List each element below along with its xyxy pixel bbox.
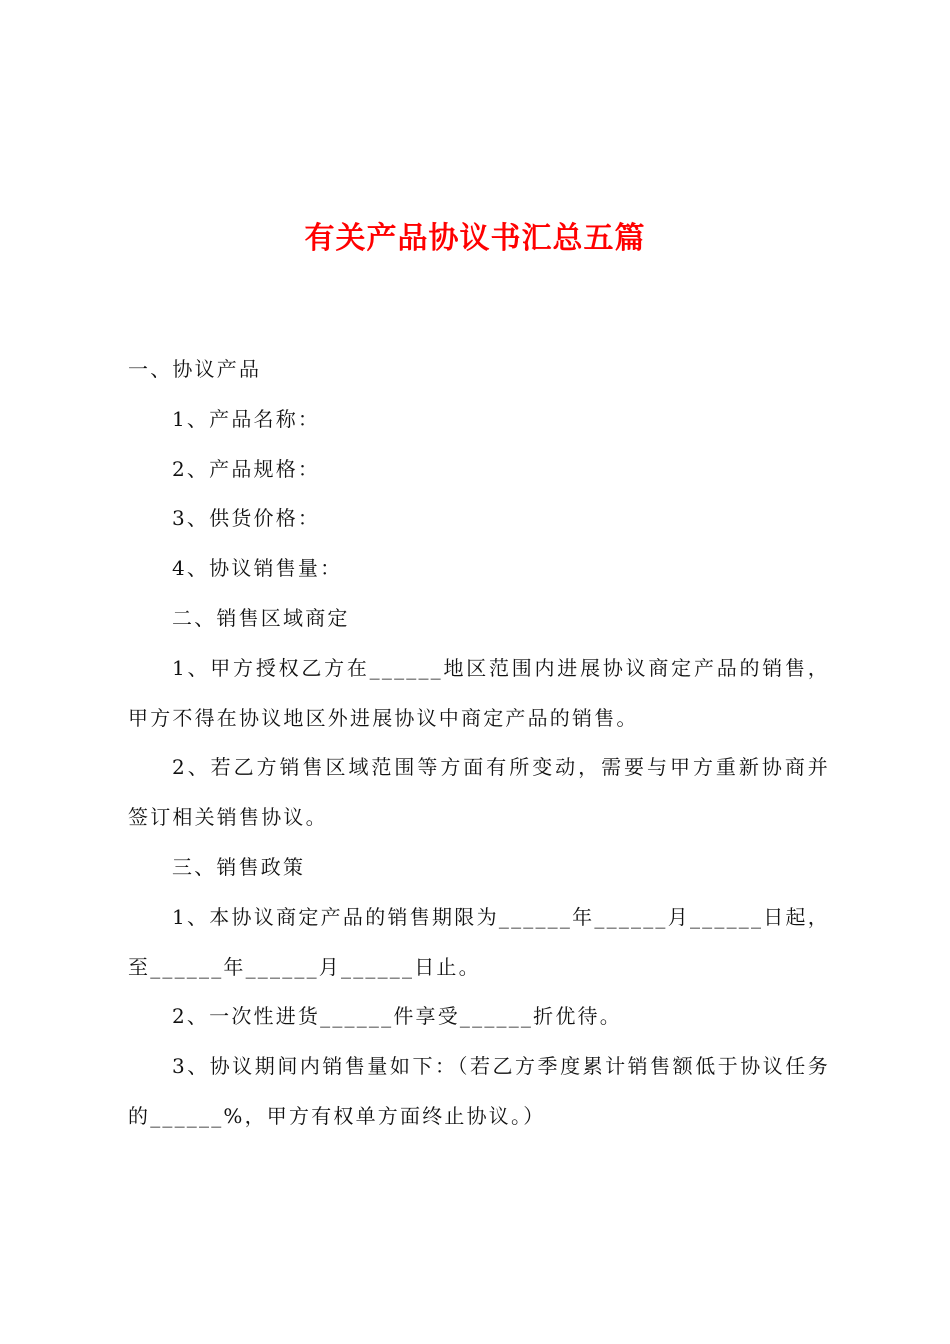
- paragraph-region-authorization: 1、甲方授权乙方在______地区范围内进展协议商定产品的销售，甲方不得在协议地区外进展协议中商定产品的销售。: [128, 655, 830, 730]
- section-heading-3: 三、销售政策: [172, 854, 306, 879]
- paragraph-region-change: 2、若乙方销售区域范围等方面有所变动，需要与甲方重新协商并签订相关销售协议。: [128, 755, 830, 830]
- paragraph-sales-target: 3、协议期间内销售量如下：（若乙方季度累计销售额低于协议任务的______%，甲方有权单方面终止协议。）: [128, 1054, 830, 1128]
- paragraph-product-spec: 2、产品规格：: [172, 456, 321, 481]
- section-heading-1: 一、协议产品: [128, 357, 262, 381]
- document-title: 有关产品协议书汇总五篇: [304, 221, 646, 256]
- paragraph-sales-volume: 4、协议销售量：: [172, 556, 343, 581]
- paragraph-bulk-discount: 2、一次性进货______件享受______折优待。: [172, 1004, 622, 1029]
- section-heading-2: 二、销售区域商定: [172, 605, 350, 630]
- paragraph-product-name: 1、产品名称：: [172, 406, 321, 431]
- document-body: [128, 345, 830, 1142]
- paragraph-sales-period: 1、本协议商定产品的销售期限为______年______月______日起，至______年______月______日止。: [128, 904, 830, 979]
- paragraph-supply-price: 3、供货价格：: [172, 506, 321, 531]
